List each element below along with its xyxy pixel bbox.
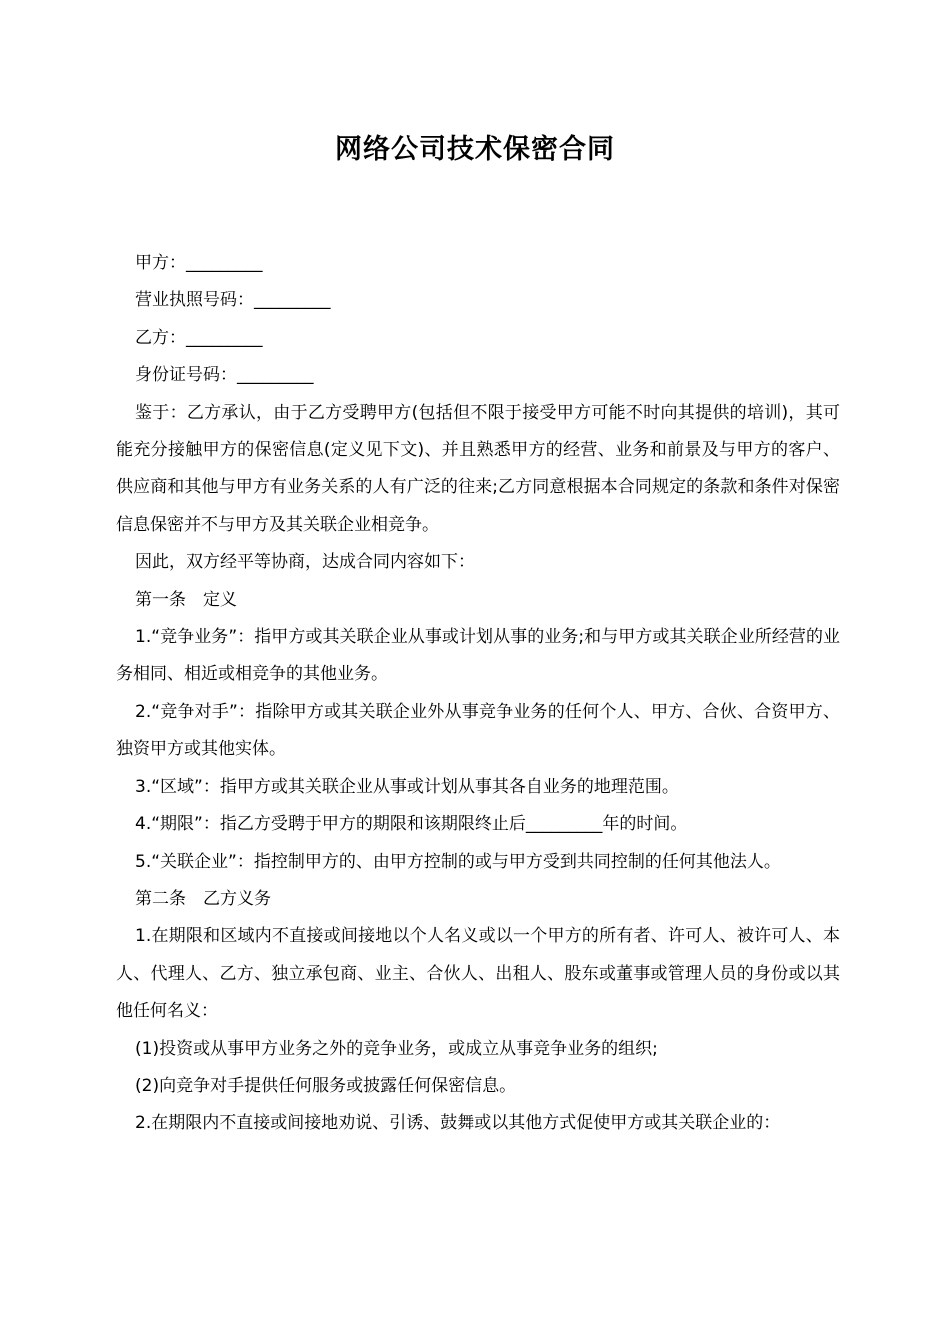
document-title: 网络公司技术保密合同: [335, 134, 615, 165]
definition-3: 3.“区域”：指甲方或其关联企业从事或计划从事其各自业务的地理范围。: [135, 776, 679, 797]
obligation-2: 2.在期限内不直接或间接地劝说、引诱、鼓舞或以其他方式促使甲方或其关联企业的：: [135, 1113, 781, 1134]
definition-2: 2.“竞争对手”：指除甲方或其关联企业外从事竞争业务的任何个人、甲方、合伙、合资甲方、独资甲方或其他实体。: [116, 701, 840, 760]
agreement-intro: 因此，双方经平等协商，达成合同内容如下：: [135, 552, 475, 573]
article-2-heading: 第二条 乙方义务: [135, 888, 271, 909]
obligation-1: 1.在期限和区域内不直接或间接地以个人名义或以一个甲方的所有者、许可人、被许可人、本人、代理人、乙方、独立承包商、业主、合伙人、出租人、股东或董事或管理人员的身份或以其他任何名义：: [116, 926, 840, 1022]
party-b-line: 乙方：_________: [135, 327, 263, 348]
article-1-heading: 第一条 定义: [135, 589, 237, 610]
business-license-line: 营业执照号码：_________: [135, 290, 331, 311]
obligation-1-item-2: (2)向竞争对手提供任何服务或披露任何保密信息。: [135, 1075, 517, 1096]
party-a-line: 甲方：_________: [135, 253, 263, 273]
whereas-paragraph: 鉴于：乙方承认，由于乙方受聘甲方(包括但不限于接受甲方可能不时向其提供的培训)，其可能充分接触甲方的保密信息(定义见下文)、并且熟悉甲方的经营、业务和前景及与甲方的客户、供应商和其他与甲方有业务关系的人有广泛的往来;乙方同意根据本合同规定的条款和条件对保密信息保密并不与甲方及其关联企业相竞争。: [116, 402, 840, 535]
definition-5: 5.“关联企业”：指控制甲方的、由甲方控制的或与甲方受到共同控制的任何其他法人。: [135, 851, 781, 872]
definition-4: 4.“期限”：指乙方受聘于甲方的期限和该期限终止后_________年的时间。: [135, 814, 688, 835]
document-body: [116, 245, 840, 1143]
id-number-line: 身份证号码：_________: [135, 365, 314, 386]
obligation-1-item-1: (1)投资或从事甲方业务之外的竞争业务，或成立从事竞争业务的组织;: [135, 1038, 658, 1059]
definition-1: 1.“竞争业务”：指甲方或其关联企业从事或计划从事的业务;和与甲方或其关联企业所经营的业务相同、相近或相竞争的其他业务。: [116, 627, 840, 685]
